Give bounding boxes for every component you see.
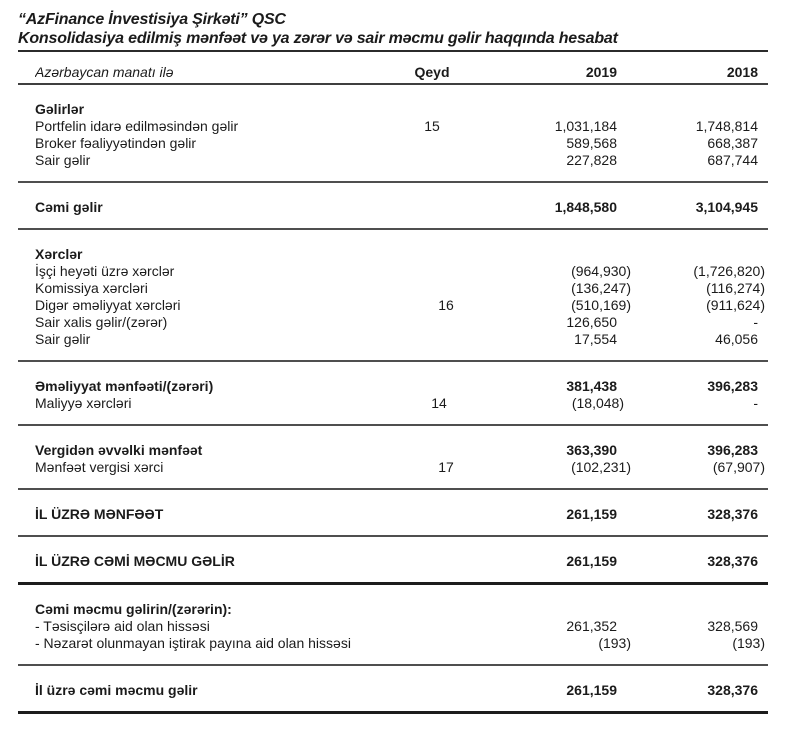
- value-2018: 1,748,814: [695, 118, 758, 134]
- column-header-2019: 2019: [585, 64, 617, 80]
- table-row: [18, 314, 768, 331]
- row-label: Sair gəlir: [35, 152, 91, 168]
- note-cell: [407, 246, 457, 263]
- value-2018: 328,376: [707, 506, 758, 522]
- value-2018: 396,283: [707, 378, 758, 394]
- value-2018: (116,274): [706, 280, 765, 296]
- table-row: [18, 395, 768, 412]
- table-row: [18, 331, 768, 348]
- value-2018: (1,726,820): [693, 263, 765, 279]
- value-2018: (193): [732, 635, 765, 651]
- value-2019: (18,048): [571, 395, 624, 411]
- row-label: Maliyyə xərcləri: [35, 395, 132, 411]
- value-2018: 396,283: [707, 442, 758, 458]
- column-header-row: [18, 52, 768, 85]
- table-row: [18, 152, 768, 169]
- value-2018: 328,376: [707, 682, 758, 698]
- row-label: Əməliyyat mənfəəti/(zərəri): [35, 378, 214, 394]
- value-2019: (193): [598, 635, 631, 651]
- value-2019: [457, 246, 627, 263]
- value-2018: [627, 246, 768, 263]
- value-2018: [627, 601, 768, 618]
- value-2018: 328,569: [707, 618, 758, 634]
- note-cell: [407, 682, 457, 699]
- value-2018: 328,376: [707, 553, 758, 569]
- value-2019: 261,352: [566, 618, 617, 634]
- note-cell: [407, 331, 457, 348]
- table-row: [18, 618, 768, 635]
- value-2019: 17,554: [574, 331, 617, 347]
- row-label: Komissiya xərcləri: [35, 280, 148, 296]
- row-label: İl üzrə cəmi məcmu gəlir: [35, 682, 198, 698]
- table-row: [18, 118, 768, 135]
- note-cell: [421, 635, 471, 652]
- value-2018: 3,104,945: [695, 199, 758, 215]
- value-2018: -: [753, 395, 758, 411]
- value-2019: 381,438: [566, 378, 617, 394]
- value-2019: 1,031,184: [554, 118, 617, 134]
- row-label: Xərclər: [35, 246, 83, 262]
- section-revenues: [18, 85, 768, 183]
- section-expenses: [18, 230, 768, 362]
- statement-title: Konsolidasiya edilmiş mənfəət və ya zərər və sair məcmu gəlir haqqında hesabat: [18, 30, 618, 47]
- section-attribution: [18, 585, 768, 666]
- row-label: - Təsisçilərə aid olan hissəsi: [35, 618, 210, 634]
- value-2019: (136,247): [571, 280, 631, 296]
- table-row: [18, 246, 768, 263]
- value-2019: 1,848,580: [554, 199, 617, 215]
- note-cell: [421, 263, 471, 280]
- table-row: [18, 442, 768, 459]
- value-2018: 46,056: [715, 331, 758, 347]
- value-2019: (964,930): [571, 263, 631, 279]
- value-2019: 261,159: [566, 506, 617, 522]
- note-cell: [407, 601, 457, 618]
- table-row: [18, 378, 768, 395]
- table-row: [18, 263, 768, 280]
- row-label: İşçi heyəti üzrə xərclər: [35, 263, 175, 279]
- row-label: Portfelin idarə edilməsindən gəlir: [35, 118, 239, 134]
- company-name: “AzFinance İnvestisiya Şirkəti” QSC: [18, 11, 286, 28]
- section-operating-profit: [18, 362, 768, 426]
- section-profit-for-year: [18, 490, 768, 537]
- row-label: - Nəzarət olunmayan iştirak payına aid olan hissəsi: [35, 635, 351, 651]
- table-row: [18, 101, 768, 118]
- section-total-revenue: [18, 183, 768, 230]
- value-2018: (67,907): [712, 459, 765, 475]
- note-cell: 15: [424, 118, 440, 134]
- note-cell: [407, 506, 457, 523]
- table-row: [18, 553, 768, 570]
- table-row: [18, 135, 768, 152]
- note-cell: [407, 618, 457, 635]
- row-label: Cəmi gəlir: [35, 199, 103, 215]
- table-row: [18, 601, 768, 618]
- note-cell: 16: [438, 297, 454, 313]
- note-cell: [407, 314, 457, 331]
- row-label: Cəmi məcmu gəlirin/(zərərin):: [35, 601, 232, 617]
- row-label: Gəlirlər: [35, 101, 85, 117]
- document-header: [18, 10, 768, 52]
- value-2018: [627, 101, 768, 118]
- note-cell: [407, 442, 457, 459]
- value-2019: [457, 601, 627, 618]
- note-cell: [407, 152, 457, 169]
- row-label: İL ÜZRƏ MƏNFƏƏT: [35, 506, 164, 522]
- note-cell: [407, 199, 457, 216]
- value-2019: (510,169): [571, 297, 631, 313]
- note-cell: [421, 280, 471, 297]
- value-2019: 261,159: [566, 682, 617, 698]
- row-label: Sair xalis gəlir/(zərər): [35, 314, 168, 330]
- table-row: [18, 459, 768, 476]
- value-2018: -: [753, 314, 758, 330]
- row-label: Mənfəət vergisi xərci: [35, 459, 164, 475]
- note-cell: [407, 101, 457, 118]
- table-row: [18, 506, 768, 523]
- value-2019: 227,828: [566, 152, 617, 168]
- note-cell: 14: [431, 395, 447, 411]
- column-header-note: Qeyd: [414, 64, 450, 80]
- value-2019: 261,159: [566, 553, 617, 569]
- note-cell: [407, 378, 457, 395]
- value-2018: 687,744: [707, 152, 758, 168]
- row-label: Sair gəlir: [35, 331, 91, 347]
- section-total-comprehensive-income: [18, 666, 768, 714]
- table-row: [18, 280, 768, 297]
- table-row: [18, 682, 768, 699]
- value-2018: (911,624): [706, 297, 765, 313]
- note-cell: 17: [438, 459, 454, 475]
- note-cell: [407, 135, 457, 152]
- row-label: Vergidən əvvəlki mənfəət: [35, 442, 203, 458]
- value-2019: 126,650: [566, 314, 617, 330]
- row-label: Digər əməliyyat xərcləri: [35, 297, 181, 313]
- note-cell: [407, 553, 457, 570]
- column-header-2018: 2018: [726, 64, 758, 80]
- table-row: [18, 199, 768, 216]
- currency-note: Azərbaycan manatı ilə: [35, 64, 174, 80]
- value-2019: 363,390: [566, 442, 617, 458]
- value-2019: 589,568: [566, 135, 617, 151]
- statement-page: [18, 0, 768, 714]
- value-2018: 668,387: [707, 135, 758, 151]
- row-label: İL ÜZRƏ CƏMİ MƏCMU GƏLİR: [35, 553, 235, 569]
- section-profit-before-tax: [18, 426, 768, 490]
- section-total-comprehensive-income-caps: [18, 537, 768, 585]
- table-row: [18, 635, 768, 652]
- row-label: Broker fəaliyyətindən gəlir: [35, 135, 197, 151]
- table-row: [18, 297, 768, 314]
- value-2019: (102,231): [571, 459, 631, 475]
- value-2019: [457, 101, 627, 118]
